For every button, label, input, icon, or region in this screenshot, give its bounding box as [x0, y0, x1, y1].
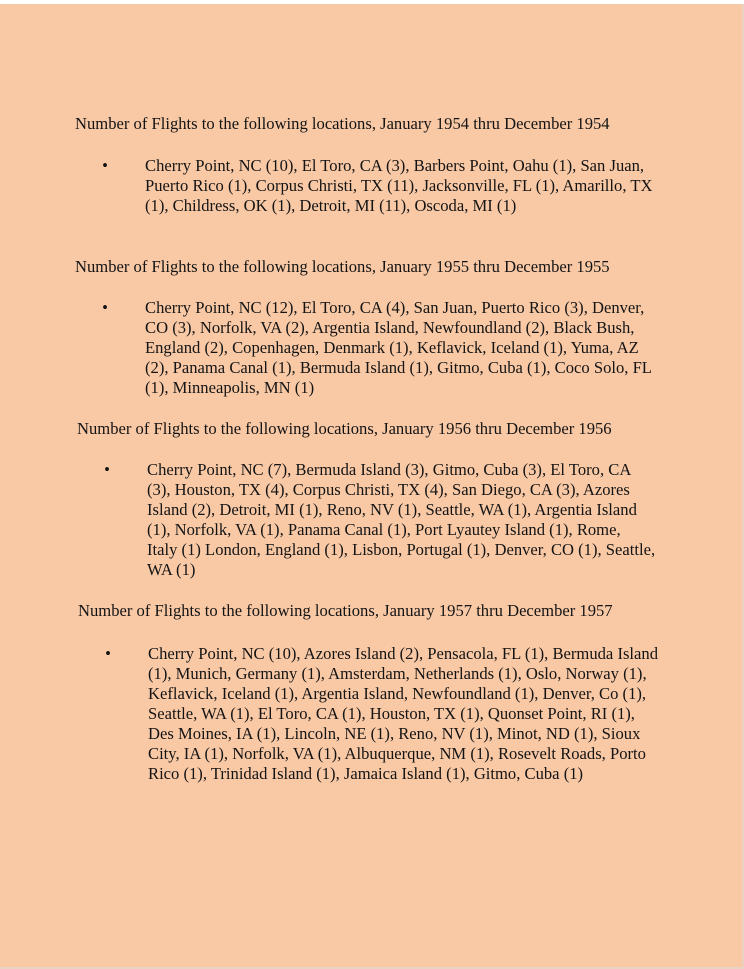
- list-line: WA (1): [147, 560, 196, 579]
- list-line: Cherry Point, NC (10), Azores Island (2), Pensacola, FL (1), Bermuda Island: [148, 644, 658, 663]
- bullet-icon: •: [104, 460, 110, 479]
- list-line: Keflavick, Iceland (1), Argentia Island, Newfoundland (1), Denver, Co (1),: [148, 684, 647, 703]
- list-line: England (2), Copenhagen, Denmark (1), Keflavick, Iceland (1), Yuma, AZ: [145, 338, 639, 357]
- locations-list: [145, 298, 652, 398]
- list-line: Island (2), Detroit, MI (1), Reno, NV (1), Seattle, WA (1), Argentia Island: [147, 500, 637, 519]
- section-heading: Number of Flights to the following locations, January 1955 thru December 1955: [75, 257, 610, 276]
- list-line: (1), Munich, Germany (1), Amsterdam, Netherlands (1), Oslo, Norway (1),: [148, 664, 647, 683]
- section-heading: Number of Flights to the following locations, January 1954 thru December 1954: [75, 114, 610, 133]
- list-line: (1), Norfolk, VA (1), Panama Canal (1), Port Lyautey Island (1), Rome,: [147, 520, 621, 539]
- bullet-icon: •: [105, 644, 111, 663]
- section-1957: [78, 601, 658, 783]
- list-line: Des Moines, IA (1), Lincoln, NE (1), Reno, NV (1), Minot, ND (1), Sioux: [148, 724, 641, 743]
- list-line: (1), Minneapolis, MN (1): [145, 378, 315, 397]
- list-line: (3), Houston, TX (4), Corpus Christi, TX (4), San Diego, CA (3), Azores: [147, 480, 630, 499]
- locations-list: [145, 156, 652, 216]
- list-line: Cherry Point, NC (12), El Toro, CA (4), San Juan, Puerto Rico (3), Denver,: [145, 298, 645, 317]
- bullet-icon: •: [102, 156, 108, 175]
- list-line: Cherry Point, NC (7), Bermuda Island (3), Gitmo, Cuba (3), El Toro, CA: [147, 460, 632, 479]
- list-line: Puerto Rico (1), Corpus Christi, TX (11), Jacksonville, FL (1), Amarillo, TX: [145, 176, 653, 195]
- bullet-icon: •: [102, 298, 108, 317]
- section-1955: [75, 257, 652, 397]
- locations-list: [147, 460, 655, 580]
- section-heading: Number of Flights to the following locations, January 1957 thru December 1957: [78, 601, 613, 620]
- list-line: Italy (1) London, England (1), Lisbon, Portugal (1), Denver, CO (1), Seattle,: [147, 540, 656, 559]
- section-heading: Number of Flights to the following locations, January 1956 thru December 1956: [77, 419, 612, 438]
- list-line: Cherry Point, NC (10), El Toro, CA (3), Barbers Point, Oahu (1), San Juan,: [145, 156, 645, 175]
- section-1956: [77, 419, 656, 579]
- section-1954: [75, 114, 653, 215]
- document-page: [0, 4, 744, 969]
- list-line: City, IA (1), Norfolk, VA (1), Albuquerque, NM (1), Rosevelt Roads, Porto: [148, 744, 646, 763]
- list-line: (2), Panama Canal (1), Bermuda Island (1), Gitmo, Cuba (1), Coco Solo, FL: [145, 358, 652, 377]
- list-line: CO (3), Norfolk, VA (2), Argentia Island, Newfoundland (2), Black Bush,: [145, 318, 635, 337]
- locations-list: [148, 644, 658, 784]
- list-line: Rico (1), Trinidad Island (1), Jamaica Island (1), Gitmo, Cuba (1): [148, 764, 584, 783]
- list-line: Seattle, WA (1), El Toro, CA (1), Houston, TX (1), Quonset Point, RI (1),: [148, 704, 635, 723]
- list-line: (1), Childress, OK (1), Detroit, MI (11), Oscoda, MI (1): [145, 196, 517, 215]
